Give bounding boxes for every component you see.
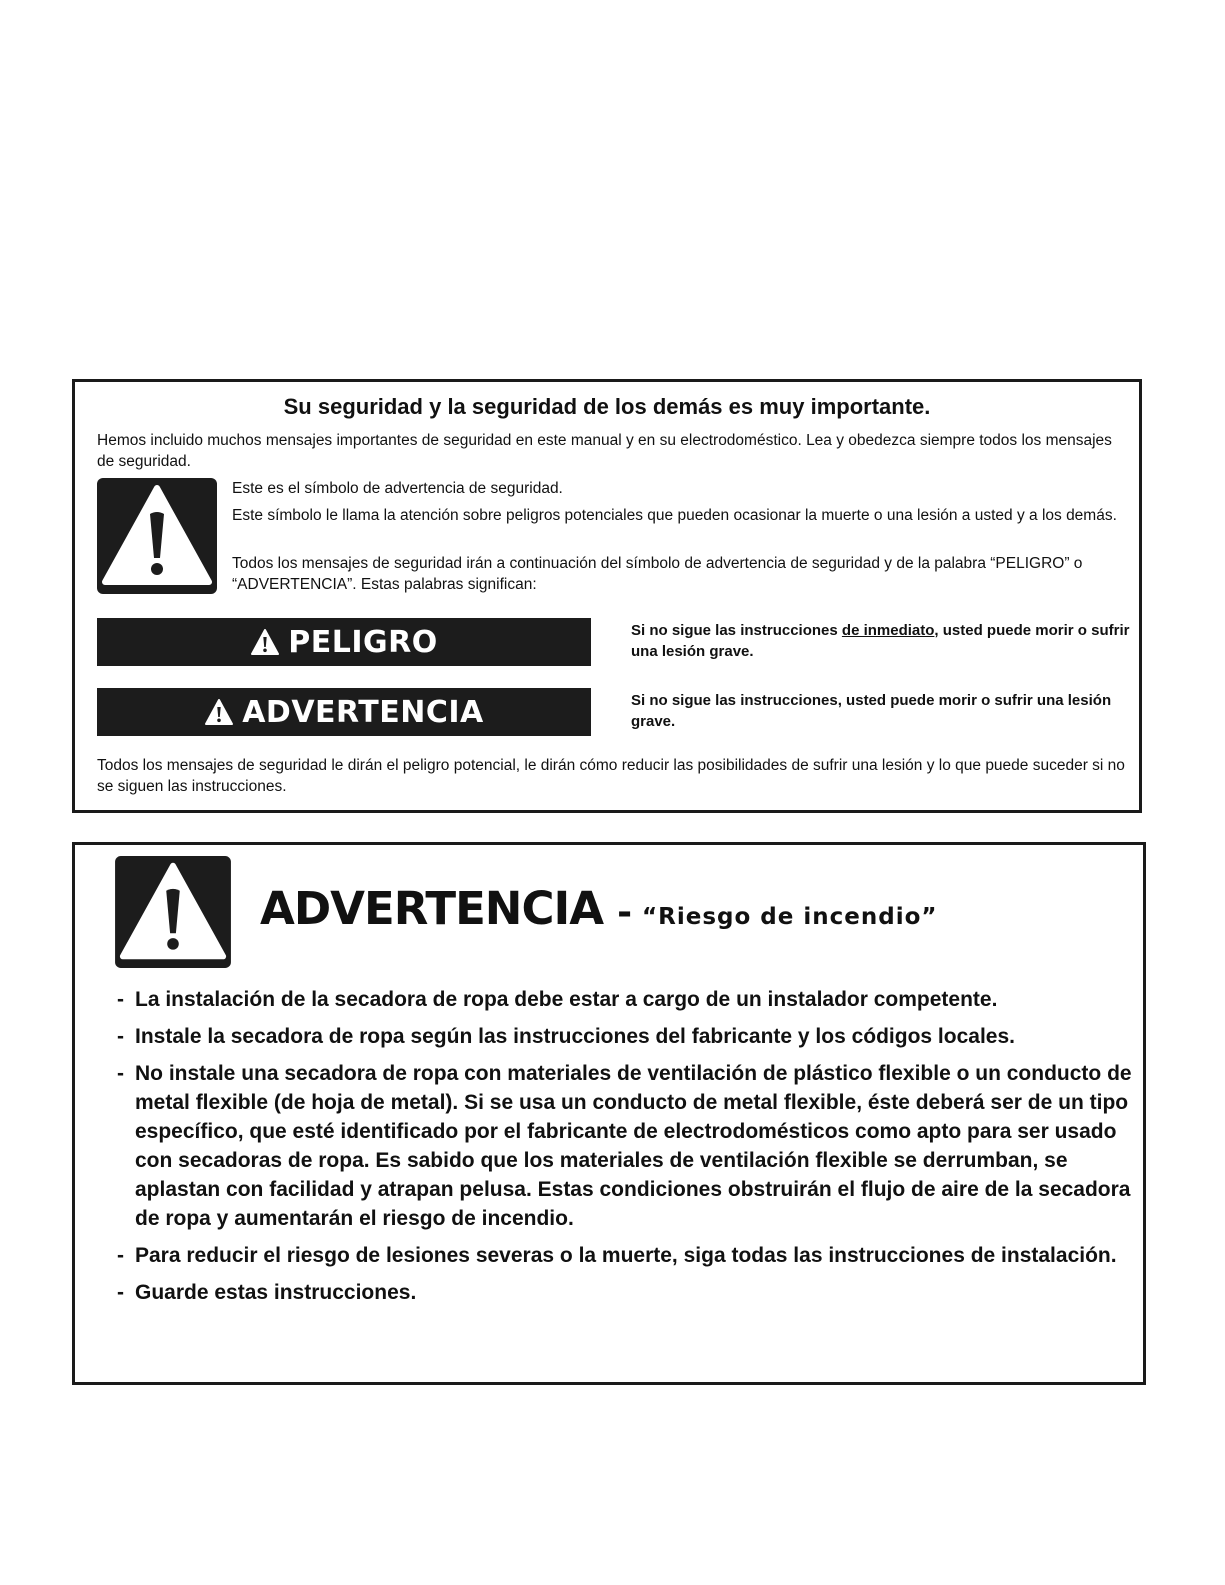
danger-label: PELIGRO [288, 624, 438, 660]
symbol-line-1: Este es el símbolo de advertencia de seguridad. [232, 480, 563, 497]
warning-triangle-icon [204, 698, 234, 726]
warning-triangle-icon [250, 628, 280, 656]
warning-label: ADVERTENCIA [242, 694, 484, 730]
safety-title: Su seguridad y la seguridad de los demás es muy importante. [283, 394, 931, 419]
safety-outro: Todos los mensajes de seguridad le dirán el peligro potencial, le dirán cómo reducir las posibilidades de sufrir una lesión y lo que puede suceder si no se siguen las instrucciones. [97, 757, 1125, 795]
danger-banner [97, 618, 591, 666]
heading-dash: - [617, 892, 633, 933]
warning-triangle-icon [97, 478, 217, 594]
danger-description: Si no sigue las instrucciones de inmediato, usted puede morir o sufrir una lesión grave. [631, 622, 1130, 660]
immediately-emphasis: de inmediato [841, 622, 935, 639]
list-item: - La instalación de la secadora de ropa debe estar a cargo de un instalador competente. [117, 988, 998, 1011]
warning-word: ADVERTENCIA [260, 882, 604, 935]
warning-triangle-icon [115, 856, 231, 968]
symbol-line-3: Todos los mensajes de seguridad irán a continuación del símbolo de advertencia de seguridad y de la palabra “PELIGRO” o “ADVERTENCIA”. Estas palabras significan: [232, 555, 1083, 593]
list-item: - Instale la secadora de ropa según las instrucciones del fabricante y los códigos locales. [117, 1025, 1015, 1048]
symbol-line-2: Este símbolo le llama la atención sobre peligros potenciales que pueden ocasionar la muerte o una lesión a usted y a los demás. [232, 507, 1117, 524]
safety-info-box [72, 379, 1142, 813]
fire-risk-subheading: “Riesgo de incendio” [642, 904, 938, 930]
list-item: - No instale una secadora de ropa con materiales de ventilación de plástico flexible o un conducto de metal flexible (de hoja de metal). Si se usa un conducto de metal flexible, éste deberá ser de un tipo específico, que esté identificado por el fabricante de electrodomésticos como apto para ser usado con secadoras de ropa. Es sabido que los materiales de ventilación flexible se derrumban, se aplastan con facilidad y atrapan pelusa. Estas condiciones obstruirán el flujo de aire de la secadora de ropa y aumentarán el riesgo de incendio. [117, 1062, 1132, 1230]
list-item: - Guarde estas instrucciones. [117, 1281, 417, 1304]
fire-hazard-box [72, 842, 1146, 1385]
fire-warning-heading [260, 882, 938, 935]
safety-intro: Hemos incluido muchos mensajes importantes de seguridad en este manual y en su electrodoméstico. Lea y obedezca siempre todos los mensajes de seguridad. [97, 432, 1112, 470]
warning-description: Si no sigue las instrucciones, usted puede morir o sufrir una lesión grave. [631, 692, 1112, 730]
fire-instructions-list [117, 985, 1137, 1315]
warning-banner [97, 688, 591, 736]
list-item: - Para reducir el riesgo de lesiones severas o la muerte, siga todas las instrucciones de instalación. [117, 1244, 1117, 1267]
